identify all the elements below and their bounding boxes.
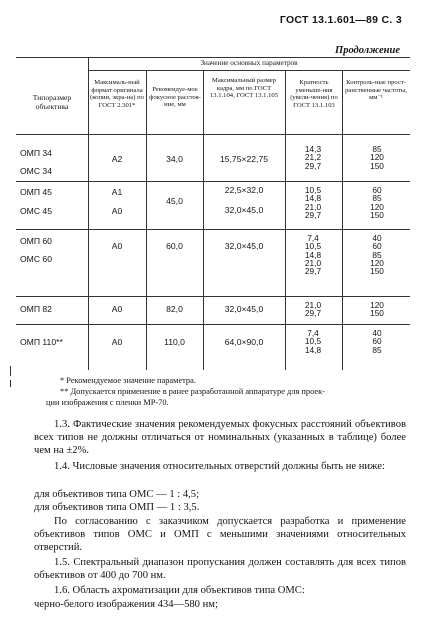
row5-type: ОМП 110**	[20, 337, 63, 347]
row2-type2: ОМС 45	[20, 206, 52, 216]
row3-frame: 32,0×45,0	[224, 241, 264, 251]
paragraph-1-6: 1.6. Область ахроматизации для объективов типа ОМС:	[54, 585, 305, 596]
paragraph-agreement: По согласованию с заказчиком допускается разработка и применение объективов типов ОМС и ОМП с меньшими значениями относительных отверстий.	[34, 516, 406, 553]
header-ratio: Кратность уменьше-ния (увели-чения) по ГОСТ 13.1.103	[290, 79, 338, 109]
row2-format1: А1	[111, 187, 123, 197]
row4-type: ОМП 82	[20, 304, 52, 314]
row1-type1: ОМП 34	[20, 148, 52, 158]
header-focal: Рекомендуе-мое фокусное расстоя-ние, мм	[149, 86, 201, 109]
row1-frequencies: 85 120 150	[370, 144, 384, 171]
footnote-1: * Рекомендуемое значение параметра.	[60, 376, 196, 385]
row1-format: А2	[111, 154, 123, 164]
row5-frame: 64,0×90,0	[224, 337, 264, 347]
row3-frequencies: 40 60 85 120 150	[370, 233, 384, 277]
header-type: Типоразмер объектива	[32, 93, 72, 111]
row5-ratios: 7,4 10,5 14,8	[304, 328, 322, 355]
row4-focal: 82,0	[166, 304, 183, 314]
row3-format: А0	[111, 241, 123, 251]
row2-format2: А0	[111, 206, 123, 216]
header-frame: Максимальный размер кадра, мм по ГОСТ 13.1.104, ГОСТ 13.1.105	[209, 77, 279, 100]
margin-mark	[10, 380, 11, 387]
footnote-2-cont: ции изображения с пленки МР-70.	[46, 398, 169, 407]
row1-type2: ОМС 34	[20, 166, 52, 176]
row2-type1: ОМП 45	[20, 187, 52, 197]
oms-aperture: для объективов типа ОМС — 1 : 4,5;	[34, 489, 200, 500]
row1-focal: 34,0	[166, 154, 183, 164]
row3-type1: ОМП 60	[20, 236, 52, 246]
paragraph-1-4: 1.4. Числовые значения относительных отверстий должны быть не ниже:	[54, 461, 385, 472]
row2-ratios: 10,5 14,8 21,0 29,7	[304, 185, 322, 220]
omp-aperture: для объективов типа ОМП — 1 : 3,5.	[34, 502, 200, 513]
row2-frame1: 22,5×32,0	[224, 185, 264, 195]
row2-focal: 45,0	[166, 196, 183, 206]
continuation-label: Продолжение	[335, 45, 400, 56]
row4-ratios: 21,0 29,7	[304, 300, 322, 319]
row5-frequencies: 40 60 85	[372, 328, 382, 355]
bw-range: черно-белого изображения 434—580 нм;	[34, 599, 218, 610]
paragraph-1-5: 1.5. Спектральный диапазон пропускания должен составлять для всех типов объективов от 400 до 700 нм.	[34, 557, 406, 581]
row3-focal: 60,0	[166, 241, 183, 251]
row5-format: А0	[111, 337, 123, 347]
row4-frequencies: 120 150	[370, 300, 384, 319]
row3-type2: ОМС 60	[20, 254, 52, 264]
row1-ratios: 14,3 21,2 29,7	[304, 144, 322, 171]
row2-frequencies: 60 85 120 150	[370, 185, 384, 220]
row1-frame: 15,75×22,75	[219, 154, 269, 164]
row4-format: А0	[111, 304, 123, 314]
row2-frame2: 32,0×45,0	[224, 205, 264, 215]
footnote-2: ** Допускается применение в ранее разработанной аппаратуре для проек-	[60, 387, 325, 396]
margin-mark	[10, 366, 11, 376]
paragraph-1-3: 1.3. Фактические значения рекомендуемых фокусных расстояний объективов всех типов не должны отличаться от номинальных (указанных в таблице) более чем на ±2%.	[34, 419, 406, 456]
header-frequency: Контроль-ные прост-ранственные частоты, мм⁻¹	[345, 79, 407, 102]
page-header: ГОСТ 13.1.601—89 С. 3	[279, 14, 402, 26]
group-header: Значение основных параметров	[200, 59, 298, 67]
header-format: Максималь-ный формат оригинала (копии, экра-на) по ГОСТ 2.301*	[90, 79, 144, 109]
row3-ratios: 7,4 10,5 14,8 21,0 29,7	[304, 233, 322, 277]
row5-focal: 110,0	[164, 337, 185, 347]
row4-frame: 32,0×45,0	[224, 304, 264, 314]
